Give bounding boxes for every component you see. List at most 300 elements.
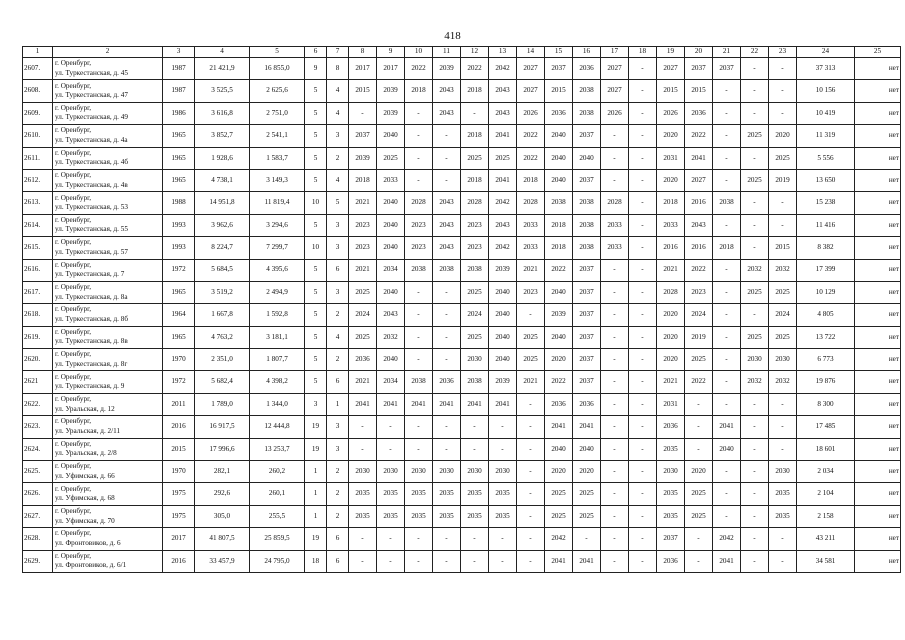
cell-col-8: 2030	[349, 461, 377, 483]
cell-col-16: 2036	[573, 58, 601, 80]
cell-col-20: 2025	[685, 483, 713, 505]
cell-col-9: 2034	[377, 371, 405, 393]
cell-col-22: -	[741, 147, 769, 169]
cell-col-13: 2035	[489, 505, 517, 527]
cell-col-21: -	[713, 483, 741, 505]
cell-col-3: 1964	[163, 304, 195, 326]
cell-col-18: -	[629, 326, 657, 348]
address-cell	[53, 483, 163, 505]
address-cell	[53, 237, 163, 259]
cell-col-25: нет	[855, 102, 901, 124]
cell-col-19: 2021	[657, 371, 685, 393]
cell-col-22: -	[741, 416, 769, 438]
cell-col-9: 2033	[377, 169, 405, 191]
table-row	[23, 438, 901, 460]
cell-col-15: 2020	[545, 349, 573, 371]
cell-col-12: 2023	[461, 214, 489, 236]
cell-col-10: -	[405, 416, 433, 438]
cell-col-17: -	[601, 304, 629, 326]
cell-col-6: 1	[305, 505, 327, 527]
cell-col-12: -	[461, 416, 489, 438]
cell-col-3: 1988	[163, 192, 195, 214]
page-number: 418	[444, 30, 461, 42]
cell-col-24: 8 382	[797, 237, 855, 259]
cell-col-4: 282,1	[195, 461, 250, 483]
cell-col-23: -	[769, 528, 797, 550]
cell-col-25: нет	[855, 214, 901, 236]
column-number-2: 2	[53, 47, 163, 58]
cell-col-21: -	[713, 259, 741, 281]
address-city: г. Оренбург,	[55, 148, 92, 157]
cell-col-3: 1987	[163, 58, 195, 80]
cell-col-7: 4	[327, 102, 349, 124]
cell-col-10: -	[405, 326, 433, 348]
cell-col-21: -	[713, 326, 741, 348]
address-city: г. Оренбург,	[55, 484, 92, 493]
address-city: г. Оренбург,	[55, 327, 92, 336]
row-number: 2610.	[23, 125, 53, 147]
cell-col-9: -	[377, 528, 405, 550]
cell-col-15: 2040	[545, 169, 573, 191]
cell-col-16: 2037	[573, 326, 601, 348]
cell-col-9: 2035	[377, 483, 405, 505]
cell-col-9: -	[377, 438, 405, 460]
cell-col-25: нет	[855, 259, 901, 281]
cell-col-20: 2016	[685, 237, 713, 259]
cell-col-16: 2041	[573, 416, 601, 438]
cell-col-14: 2028	[517, 192, 545, 214]
cell-col-11: -	[433, 147, 461, 169]
table-row	[23, 528, 901, 550]
cell-col-5: 3 181,1	[250, 326, 305, 348]
cell-col-19: 2035	[657, 483, 685, 505]
cell-col-21: 2038	[713, 192, 741, 214]
address-cell	[53, 505, 163, 527]
column-number-row	[23, 47, 901, 58]
cell-col-15: 2025	[545, 505, 573, 527]
cell-col-8: 2025	[349, 326, 377, 348]
address-street: ул. Туркестанская, д. 53	[55, 203, 128, 212]
cell-col-24: 10 419	[797, 102, 855, 124]
cell-col-17: -	[601, 147, 629, 169]
cell-col-8: 2035	[349, 505, 377, 527]
cell-col-10: 2041	[405, 393, 433, 415]
table-row	[23, 147, 901, 169]
cell-col-3: 1965	[163, 326, 195, 348]
cell-col-13: -	[489, 550, 517, 572]
cell-col-15: 2041	[545, 550, 573, 572]
cell-col-20: 2025	[685, 349, 713, 371]
cell-col-19: 2027	[657, 58, 685, 80]
cell-col-19: 2031	[657, 147, 685, 169]
cell-col-24: 2 034	[797, 461, 855, 483]
cell-col-17: -	[601, 416, 629, 438]
cell-col-15: 2038	[545, 192, 573, 214]
address-cell	[53, 192, 163, 214]
cell-col-4: 4 763,2	[195, 326, 250, 348]
cell-col-25: нет	[855, 505, 901, 527]
cell-col-23: -	[769, 214, 797, 236]
cell-col-21: -	[713, 461, 741, 483]
cell-col-22: 2030	[741, 349, 769, 371]
address-cell	[53, 125, 163, 147]
cell-col-3: 2011	[163, 393, 195, 415]
cell-col-22: 2025	[741, 326, 769, 348]
cell-col-15: 2040	[545, 125, 573, 147]
cell-col-15: 2040	[545, 326, 573, 348]
cell-col-23: 2035	[769, 483, 797, 505]
cell-col-24: 37 313	[797, 58, 855, 80]
address-street: ул. Уфимская, д. 68	[55, 494, 115, 503]
cell-col-13: 2042	[489, 237, 517, 259]
table-row	[23, 102, 901, 124]
cell-col-10: 2028	[405, 192, 433, 214]
cell-col-8: 2041	[349, 393, 377, 415]
column-number-3: 3	[163, 47, 195, 58]
cell-col-22: -	[741, 483, 769, 505]
cell-col-5: 1 807,7	[250, 349, 305, 371]
cell-col-7: 8	[327, 58, 349, 80]
cell-col-11: -	[433, 304, 461, 326]
cell-col-17: -	[601, 505, 629, 527]
column-number-10: 10	[405, 47, 433, 58]
cell-col-19: 2016	[657, 237, 685, 259]
cell-col-10: -	[405, 169, 433, 191]
cell-col-17: -	[601, 326, 629, 348]
cell-col-14: -	[517, 393, 545, 415]
cell-col-24: 4 805	[797, 304, 855, 326]
row-number: 2619.	[23, 326, 53, 348]
cell-col-16: 2038	[573, 214, 601, 236]
address-city: г. Оренбург,	[55, 507, 92, 515]
cell-col-6: 19	[305, 528, 327, 550]
cell-col-8: 2021	[349, 259, 377, 281]
cell-col-11: -	[433, 281, 461, 303]
cell-col-13: 2042	[489, 192, 517, 214]
cell-col-19: 2020	[657, 304, 685, 326]
cell-col-23: 2032	[769, 259, 797, 281]
cell-col-6: 19	[305, 438, 327, 460]
cell-col-7: 2	[327, 483, 349, 505]
address-cell	[53, 304, 163, 326]
cell-col-24: 19 876	[797, 371, 855, 393]
cell-col-8: 2021	[349, 371, 377, 393]
cell-col-23: -	[769, 393, 797, 415]
cell-col-18: -	[629, 80, 657, 102]
cell-col-22: 2032	[741, 259, 769, 281]
cell-col-12: 2035	[461, 505, 489, 527]
cell-col-16: 2037	[573, 125, 601, 147]
cell-col-16: 2037	[573, 371, 601, 393]
cell-col-18: -	[629, 169, 657, 191]
address-city: г. Оренбург,	[55, 171, 92, 180]
cell-col-8: -	[349, 416, 377, 438]
cell-col-22: -	[741, 214, 769, 236]
cell-col-8: 2036	[349, 349, 377, 371]
cell-col-7: 2	[327, 147, 349, 169]
cell-col-9: 2025	[377, 147, 405, 169]
cell-col-25: нет	[855, 237, 901, 259]
cell-col-19: 2020	[657, 349, 685, 371]
table-row	[23, 393, 901, 415]
cell-col-12: 2022	[461, 58, 489, 80]
cell-col-12: 2023	[461, 237, 489, 259]
cell-col-23: 2019	[769, 169, 797, 191]
row-number: 2626.	[23, 483, 53, 505]
column-number-16: 16	[573, 47, 601, 58]
address-street: ул. Уфимская, д. 70	[55, 516, 115, 525]
cell-col-16: 2037	[573, 281, 601, 303]
cell-col-17: 2033	[601, 237, 629, 259]
cell-col-6: 5	[305, 80, 327, 102]
cell-col-20: 2019	[685, 326, 713, 348]
cell-col-23: -	[769, 58, 797, 80]
cell-col-7: 2	[327, 461, 349, 483]
column-number-24: 24	[797, 47, 855, 58]
cell-col-15: 2036	[545, 102, 573, 124]
cell-col-4: 2 351,0	[195, 349, 250, 371]
address-cell	[53, 214, 163, 236]
cell-col-16: 2037	[573, 304, 601, 326]
cell-col-24: 13 722	[797, 326, 855, 348]
table-row	[23, 169, 901, 191]
cell-col-17: -	[601, 483, 629, 505]
row-number: 2627.	[23, 505, 53, 527]
cell-col-17: -	[601, 281, 629, 303]
cell-col-4: 5 684,5	[195, 259, 250, 281]
cell-col-7: 3	[327, 237, 349, 259]
address-cell	[53, 102, 163, 124]
address-cell	[53, 438, 163, 460]
cell-col-9: 2030	[377, 461, 405, 483]
cell-col-22: 2025	[741, 281, 769, 303]
cell-col-10: 2023	[405, 237, 433, 259]
cell-col-13: 2040	[489, 326, 517, 348]
cell-col-7: 3	[327, 281, 349, 303]
cell-col-3: 1975	[163, 505, 195, 527]
cell-col-14: -	[517, 528, 545, 550]
row-number: 2608.	[23, 80, 53, 102]
cell-col-15: 2018	[545, 237, 573, 259]
cell-col-3: 2017	[163, 528, 195, 550]
cell-col-14: 2027	[517, 58, 545, 80]
cell-col-22: -	[741, 192, 769, 214]
address-cell	[53, 58, 163, 80]
address-cell	[53, 281, 163, 303]
cell-col-24: 43 211	[797, 528, 855, 550]
cell-col-21: 2042	[713, 528, 741, 550]
cell-col-4: 3 519,2	[195, 281, 250, 303]
address-cell	[53, 147, 163, 169]
cell-col-24: 5 556	[797, 147, 855, 169]
address-street: ул. Уральская, д. 2/11	[55, 426, 121, 435]
cell-col-4: 1 667,8	[195, 304, 250, 326]
cell-col-23: -	[769, 102, 797, 124]
cell-col-25: нет	[855, 371, 901, 393]
cell-col-20: 2015	[685, 80, 713, 102]
cell-col-3: 1965	[163, 169, 195, 191]
row-number: 2607.	[23, 58, 53, 80]
cell-col-13: 2040	[489, 349, 517, 371]
cell-col-22: -	[741, 304, 769, 326]
cell-col-21: -	[713, 147, 741, 169]
cell-col-6: 5	[305, 349, 327, 371]
column-number-19: 19	[657, 47, 685, 58]
address-cell	[53, 393, 163, 415]
cell-col-7: 3	[327, 214, 349, 236]
column-number-11: 11	[433, 47, 461, 58]
cell-col-5: 255,5	[250, 505, 305, 527]
cell-col-7: 2	[327, 304, 349, 326]
cell-col-8: -	[349, 550, 377, 572]
cell-col-12: 2028	[461, 192, 489, 214]
cell-col-15: 2041	[545, 416, 573, 438]
cell-col-3: 1970	[163, 349, 195, 371]
cell-col-17: -	[601, 125, 629, 147]
cell-col-12: 2018	[461, 125, 489, 147]
cell-col-24: 18 601	[797, 438, 855, 460]
cell-col-12: -	[461, 550, 489, 572]
address-cell	[53, 528, 163, 550]
address-city: г. Оренбург,	[55, 215, 92, 224]
address-street: ул. Туркестанская, д. 4а	[55, 135, 128, 144]
cell-col-4: 8 224,7	[195, 237, 250, 259]
cell-col-20: -	[685, 393, 713, 415]
column-number-17: 17	[601, 47, 629, 58]
cell-col-22: -	[741, 461, 769, 483]
cell-col-14: 2018	[517, 169, 545, 191]
cell-col-9: 2043	[377, 304, 405, 326]
table-row	[23, 237, 901, 259]
cell-col-24: 13 650	[797, 169, 855, 191]
cell-col-10: -	[405, 550, 433, 572]
cell-col-20: 2020	[685, 461, 713, 483]
cell-col-23: 2030	[769, 461, 797, 483]
cell-col-21: -	[713, 349, 741, 371]
cell-col-18: -	[629, 58, 657, 80]
cell-col-20: 2016	[685, 192, 713, 214]
cell-col-17: 2028	[601, 192, 629, 214]
cell-col-4: 17 996,6	[195, 438, 250, 460]
row-number: 2625.	[23, 461, 53, 483]
cell-col-25: нет	[855, 192, 901, 214]
cell-col-6: 10	[305, 192, 327, 214]
cell-col-6: 9	[305, 58, 327, 80]
cell-col-14: -	[517, 550, 545, 572]
cell-col-6: 18	[305, 550, 327, 572]
address-cell	[53, 371, 163, 393]
cell-col-13: 2043	[489, 214, 517, 236]
cell-col-19: 2036	[657, 416, 685, 438]
cell-col-23: 2025	[769, 281, 797, 303]
cell-col-12: 2018	[461, 169, 489, 191]
address-street: ул. Туркестанская, д. 47	[55, 91, 128, 100]
address-city: г. Оренбург,	[55, 529, 92, 538]
cell-col-19: 2035	[657, 438, 685, 460]
cell-col-11: -	[433, 169, 461, 191]
cell-col-24: 34 581	[797, 550, 855, 572]
cell-col-10: -	[405, 102, 433, 124]
table-row	[23, 259, 901, 281]
cell-col-24: 10 129	[797, 281, 855, 303]
cell-col-20: -	[685, 438, 713, 460]
cell-col-18: -	[629, 281, 657, 303]
cell-col-24: 2 158	[797, 505, 855, 527]
cell-col-9: 2039	[377, 80, 405, 102]
row-number: 2616.	[23, 259, 53, 281]
cell-col-4: 14 951,8	[195, 192, 250, 214]
cell-col-21: 2041	[713, 550, 741, 572]
cell-col-5: 260,2	[250, 461, 305, 483]
cell-col-14: 2022	[517, 125, 545, 147]
cell-col-16: 2040	[573, 147, 601, 169]
address-street: ул. Уфимская, д. 66	[55, 471, 115, 480]
cell-col-5: 4 395,6	[250, 259, 305, 281]
cell-col-10: 2018	[405, 80, 433, 102]
cell-col-14: 2022	[517, 147, 545, 169]
cell-col-8: -	[349, 438, 377, 460]
housing-register-table	[22, 46, 901, 573]
cell-col-23: 2020	[769, 125, 797, 147]
address-cell	[53, 169, 163, 191]
row-number: 2611.	[23, 147, 53, 169]
address-cell	[53, 80, 163, 102]
cell-col-21: 2037	[713, 58, 741, 80]
cell-col-4: 5 682,4	[195, 371, 250, 393]
cell-col-18: -	[629, 550, 657, 572]
row-number: 2623.	[23, 416, 53, 438]
table-row	[23, 281, 901, 303]
cell-col-8: 2023	[349, 237, 377, 259]
row-number: 2618.	[23, 304, 53, 326]
cell-col-17: -	[601, 438, 629, 460]
row-number: 2629.	[23, 550, 53, 572]
cell-col-17: -	[601, 461, 629, 483]
cell-col-14: -	[517, 483, 545, 505]
column-number-25: 25	[855, 47, 901, 58]
table-row	[23, 326, 901, 348]
row-number: 2613.	[23, 192, 53, 214]
cell-col-22: -	[741, 80, 769, 102]
table-row	[23, 125, 901, 147]
cell-col-22: 2032	[741, 371, 769, 393]
cell-col-9: 2040	[377, 214, 405, 236]
cell-col-11: 2030	[433, 461, 461, 483]
cell-col-23: -	[769, 192, 797, 214]
cell-col-16: 2038	[573, 237, 601, 259]
cell-col-19: 2028	[657, 281, 685, 303]
table-row	[23, 349, 901, 371]
cell-col-22: -	[741, 58, 769, 80]
cell-col-12: -	[461, 102, 489, 124]
cell-col-7: 2	[327, 349, 349, 371]
cell-col-6: 1	[305, 461, 327, 483]
address-street: ул. Фронтовиков, д. 6	[55, 538, 121, 547]
cell-col-21: 2040	[713, 438, 741, 460]
address-street: ул. Туркестанская, д. 8а	[55, 292, 128, 301]
cell-col-22: -	[741, 102, 769, 124]
cell-col-6: 3	[305, 393, 327, 415]
address-cell	[53, 326, 163, 348]
cell-col-16: 2041	[573, 550, 601, 572]
cell-col-19: 2018	[657, 192, 685, 214]
cell-col-10: 2035	[405, 483, 433, 505]
cell-col-6: 5	[305, 281, 327, 303]
cell-col-17: 2033	[601, 214, 629, 236]
cell-col-17: -	[601, 349, 629, 371]
cell-col-23: 2024	[769, 304, 797, 326]
cell-col-12: 2024	[461, 304, 489, 326]
